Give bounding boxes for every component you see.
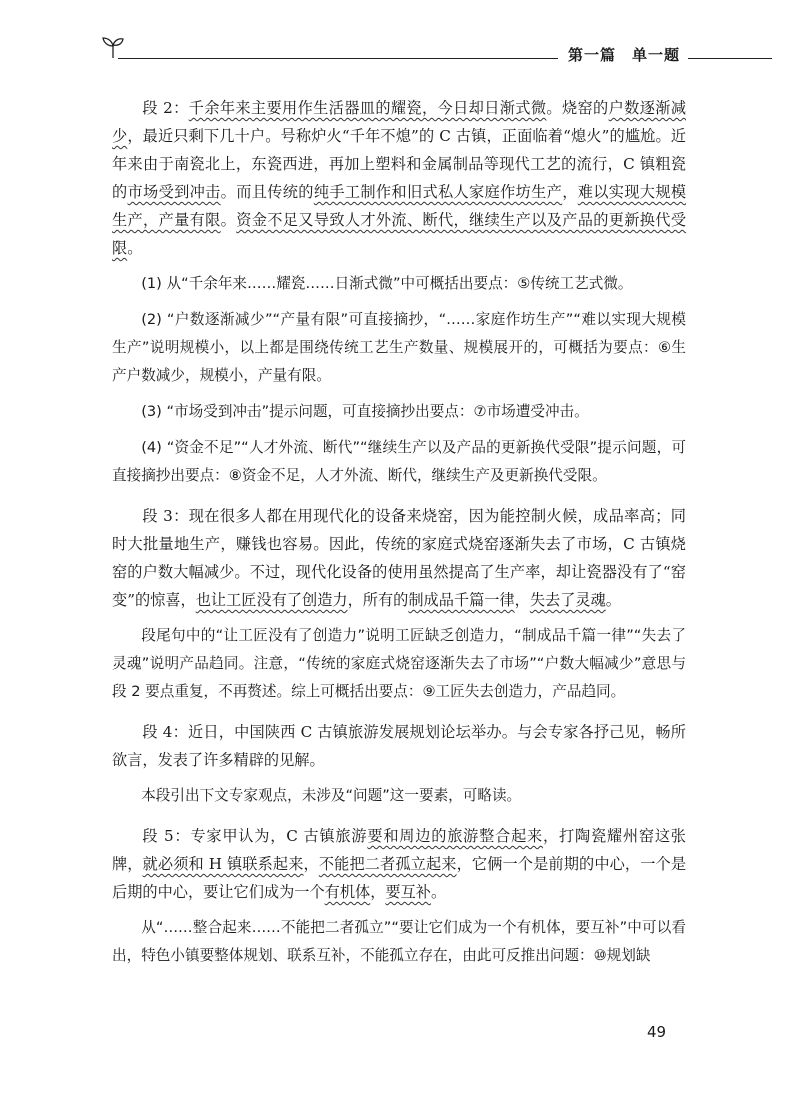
text-run: 。: [220, 211, 237, 229]
page-body: [112, 94, 686, 970]
text-run: 段尾句中的“让工匠没有了创造力”说明工匠缺乏创造力，“制成品千篇一律”“失去了灵魂”说明产品趋同。注意，“传统的家庭式烧窑逐渐失去了市场”“户数大幅减少”意思与段 2 要点重复，不再赘述。综上可概括出要点：⑨工匠失去创造力，产品趋同。: [112, 627, 686, 700]
material-paragraph: [112, 822, 686, 906]
running-header: [0, 28, 800, 68]
text-run: ，所有的: [347, 591, 409, 609]
text-run: ，它俩一个是前期的中心，一个是后期的中心，要让它们成为一个: [112, 855, 687, 901]
analysis-paragraph: [112, 914, 686, 970]
header-rule-right: [688, 58, 772, 59]
text-run: 从“……整合起来……不能把二者孤立”“要让它们成为一个有机体，要互补”中可以看出，特色小镇要整体规划、联系互补，不能孤立存在，由此可反推出问题：⑩规划缺: [112, 919, 686, 964]
underlined-phrase: 也让工匠没有了创造力: [195, 591, 348, 609]
text-run: ，: [303, 855, 319, 873]
underlined-phrase: 失去了灵魂: [529, 591, 606, 609]
text-run: ，: [562, 183, 578, 201]
underlined-phrase: 有机体: [324, 883, 371, 901]
analysis-paragraph: [112, 434, 686, 490]
text-run: ，最近只剩下几十户。号称炉火“千年不熄”的 C 古镇，正面临着“熄火”的尴尬。近年来由于南瓷北上，东瓷西进，再加上塑料和金属制品等现代工艺的流行，C 镇粗瓷的: [112, 127, 686, 201]
analysis-paragraph: [112, 782, 686, 810]
analysis-paragraph: [112, 306, 686, 390]
text-run: 段 4：近日，中国陕西 C 古镇旅游发展规划论坛举办。与会专家各抒己见，畅所欲言，发表了许多精辟的见解。: [112, 723, 686, 769]
underlined-phrase: 户数逐渐减少: [112, 99, 687, 145]
text-run: 。而且传统的: [220, 183, 314, 201]
text-run: 。烧窑的: [546, 99, 609, 117]
text-run: 段 3：现在很多人都在用现代化的设备来烧窑，因为能控制火候，成品率高；同时大批量地生产，赚钱也容易。因此，传统的家庭式烧窑逐渐失去了市场，C 古镇烧窑的户数大幅减少。不过，现代化设备的使用虽然提高了生产率，却让瓷器没有了“窑变”的惊喜，: [112, 507, 686, 609]
underlined-phrase: 就必须和 H 镇联系起来: [142, 855, 304, 873]
material-paragraph: [112, 94, 686, 262]
text-run: (3) “市场受到冲击”提示问题，可直接摘抄出要点：⑦市场遭受冲击。: [141, 403, 589, 420]
text-run: (2) “户数逐渐减少”“产量有限”可直接摘抄，“……家庭作坊生产”“难以实现大规模生产”说明规模小，以上都是围绕传统工艺生产数量、规模展开的，可概括为要点：⑥生产户数减少，规模小，产量有限。: [112, 311, 686, 384]
underlined-phrase: 千余年来主要用作生活器皿的耀瓷，今日却日渐式微: [188, 99, 547, 117]
material-paragraph: [112, 718, 686, 774]
underlined-phrase: 制成品千篇一律: [408, 591, 515, 609]
analysis-paragraph: [112, 270, 686, 298]
analysis-paragraph: [112, 622, 686, 706]
text-run: 本段引出下文专家观点，未涉及“问题”这一要素，可略读。: [141, 787, 522, 804]
underlined-phrase: 要和周边的旅游整合起来: [367, 827, 544, 845]
material-paragraph: [112, 502, 686, 614]
text-run: ，: [514, 591, 530, 609]
text-run: ，打陶瓷耀州窑这张牌，: [112, 827, 686, 873]
sprout-icon: [100, 34, 126, 60]
underlined-phrase: 要互补: [385, 883, 431, 901]
text-run: 。: [430, 883, 447, 901]
text-run: 段 2：: [142, 99, 189, 117]
underlined-phrase: 资金不足又导致人才外流、断代，继续生产以及产品的更新换代受限: [112, 211, 687, 257]
analysis-paragraph: [112, 398, 686, 426]
underlined-phrase: 不能把二者孤立起来: [318, 855, 457, 873]
underlined-phrase: 纯手工制作和旧式私人家庭作坊生产: [313, 183, 563, 201]
text-run: 。: [127, 239, 143, 257]
text-run: (4) “资金不足”“人才外流、断代”“继续生产以及产品的更新换代受限”提示问题，可直接摘抄出要点：⑧资金不足，人才外流、断代，继续生产及更新换代受限。: [112, 439, 686, 484]
section-title: 第一篇 单一题: [568, 46, 681, 64]
text-run: (1) 从“千余年来……耀瓷……日渐式微”中可概括出要点：⑤传统工艺式微。: [141, 275, 633, 292]
text-run: 段 5：专家甲认为，C 古镇旅游: [142, 827, 368, 845]
text-run: ，: [370, 883, 386, 901]
underlined-phrase: 市场受到冲击: [127, 183, 221, 201]
header-rule-left: [118, 58, 558, 59]
page-number: 49: [647, 1023, 667, 1041]
underlined-phrase: 难以实现大规模生产，产量有限: [112, 183, 687, 229]
text-run: 。: [605, 591, 621, 609]
